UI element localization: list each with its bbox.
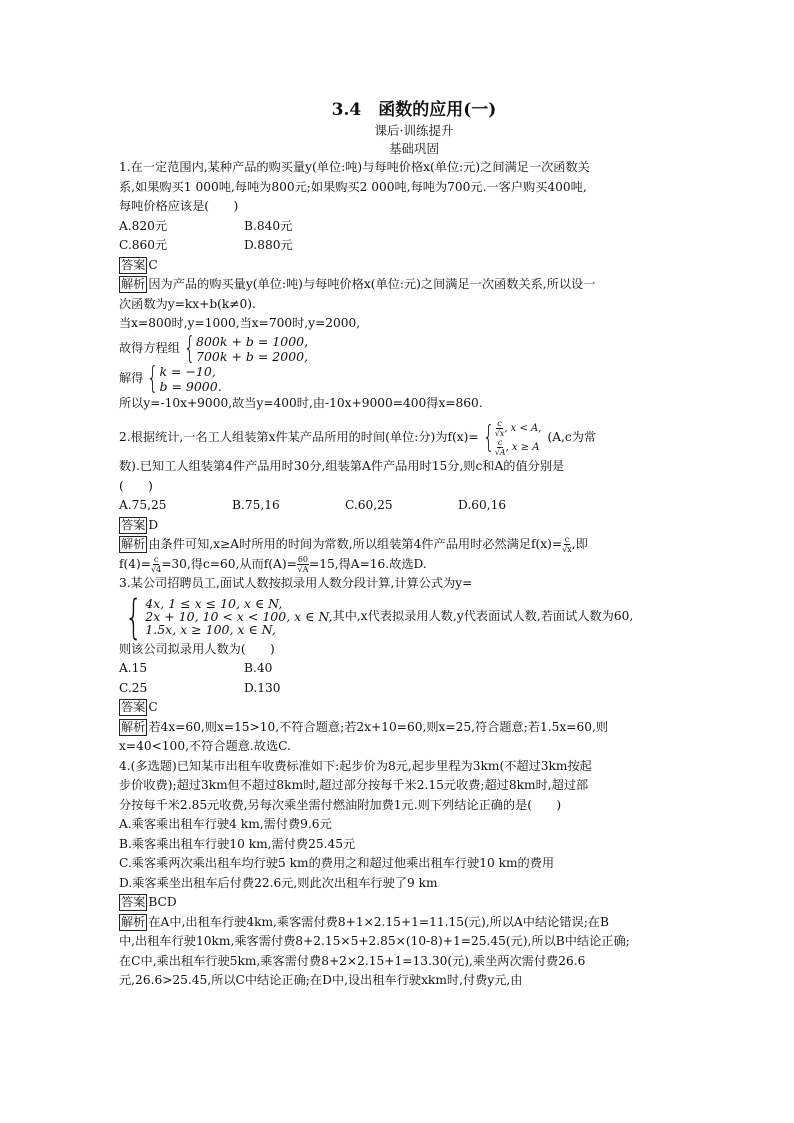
section-title: 基础巩固	[388, 141, 439, 156]
q1-option-c: C.860元	[119, 238, 168, 252]
q1-analysis-line: 次函数为y=kx+b(k≠0).	[119, 296, 256, 311]
analysis-label: 解析	[121, 537, 146, 551]
question-4: 4.(多选题)已知某市出租车收费标准如下:起步价为8元,起步里程为3km(不超过3km按起 步价收费);超过3km但不超过8km时,超过部分按每千米2.15元收费;超过8km时,超过部 分按每千米2.85元收费,另每次乘坐需付燃油附加费1元.则下列结论正确的是( ) A.乘客乘出租车行驶4 km,需付费9.6元 B.乘客乘出租车行驶10 km,需付费25.45元 C.乘客乘两次乘出租车均行驶5 km的费用之和超过他乘出租车行驶10 km的费用 D.乘客乘坐出租车后付费22.6元,则此次出租车行驶了9 km 答案 BCD 解析 在A中,出租车行驶4km,乘客需付费8+1×2.15+1=11.15(元),所以A中结论错误;在B 中,出租车行驶10km,乘客需付费8+2.15×5+2.85×(10-8)+1=25.45(元),所以B中结论正确; 在C中,乘出租车行驶5km,乘客需付费8+2×2.15+1=13.30(元),乘坐两次需付费26.6 元,26.6>25.45,所以C中结论正确;在D中,设出租车行驶xkm时,付费y元,由	[119, 757, 679, 991]
question-1	[119, 158, 679, 413]
answer-label: 答案	[121, 257, 146, 272]
q1-stem-line: 每吨价格应该是( )	[119, 199, 239, 213]
q2-analysis-line: f(4)= $\frac{c}{√4}$ =30,得c=60,从而f(A)= $\frac{60}{√A}$ =15,得A=16.故选D.	[119, 554, 427, 574]
q1-stem-line: 系,如果购买1 000吨,每吨为800元;如果购买2 000吨,每吨为700元.一客户购买400吨,	[119, 179, 587, 194]
q1-analysis-line: 因为产品的购买量y(单位:吨)与每吨价格x(单位:元)之间满足一次函数关系,所以设一	[148, 277, 596, 291]
q2-option-b: B.75,16	[232, 498, 280, 512]
q4-stem-line: 分按每千米2.85元收费,另每次乘坐需付燃油附加费1元.则下列结论正确的是( )	[119, 797, 562, 812]
answer-label: 答案	[121, 895, 146, 909]
q3-stem-line: 3.某公司招聘员工,面试人数按拟录用人数分段计算,计算公式为y=	[119, 576, 473, 590]
q3-piecewise: { 4x, 1 ≤ x ≤ 10, x ∈ N, 2x + 10, 10 < x < 100, x ∈ N, 1.5x, x ≥ 100, x ∈ N, 其中,x代表拟录用人数,y代表面试人数,若面试人数为60,	[124, 589, 634, 644]
answer-label: 答案	[121, 700, 146, 714]
q2-stem-line: 数).已知工人组装第4件产品用时30分,组装第A件产品用时15分,则c和A的值分别是	[119, 459, 565, 473]
q3-option-a: A.15	[119, 661, 148, 675]
q3-option-c: C.25	[119, 680, 148, 695]
q1-answer: C	[148, 257, 158, 272]
q2-stem-line: ( )	[119, 478, 153, 493]
q1-option-b: B.840元	[244, 218, 293, 233]
q1-solution-system: 解得 { k = −10, b = 9000.	[119, 360, 222, 396]
q3-option-b: B.40	[244, 661, 273, 675]
q2-answer: D	[148, 517, 159, 532]
q4-stem-line: 4.(多选题)已知某市出租车收费标准如下:起步价为8元,起步里程为3km(不超过3km按起	[119, 758, 592, 773]
q3-stem-line: 则该公司拟录用人数为( )	[119, 641, 275, 656]
document-content	[119, 98, 679, 991]
analysis-label: 解析	[121, 719, 146, 734]
answer-label: 答案	[121, 517, 146, 532]
question-3: 3.某公司招聘员工,面试人数按拟录用人数分段计算,计算公式为y= { 4x, 1 ≤ x ≤ 10, x ∈ N, 2x + 10, 10 < x < 100, x ∈ N, 1.5x, x ≥ 100, x ∈ N, 其中,x代表拟录用人数,y代表面试人数,若面试人数为60, 则该公司拟录用人数为( ) A.15 B.40 C.25 D.130 答案 C 解析 若4x=60,则x=15>10,不符合题意;若2x+10=60,则x=25,符合题意;若1.5x=60,则 x=40<100,不符合题意.故选C.	[119, 574, 679, 757]
q1-analysis-line: 当x=800时,y=1000,当x=700时,y=2000,	[119, 316, 361, 330]
q2-stem-line: 2.根据统计,一名工人组装第x件某产品所用的时间(单位:分)为f(x)= { $\frac{c}{√x}$ , x < A, $\frac{c}{√A}$ , x ≥ A (A,c为常	[119, 419, 597, 457]
question-2: 2.根据统计,一名工人组装第x件某产品所用的时间(单位:分)为f(x)= { $\frac{c}{√x}$ , x < A, $\frac{c}{√A}$ , x ≥ A (A,c为常 数).已知工人组装第4件产品用时30分,组装第A件产品用时15分,则c和A的值分别是 ( ) A.75,25 B.75,16 C.60,25 D.60,16 答案 D 解析 由条件可知,x≥A时所用的时间为常数,所以组装第4件产品用时必然满足f(x)= $\frac{c}{√x}$ ,即 f(4)= $\frac{c}{√4}$ =30,得c=60,从而f(A)= $\frac{60}{√A}$ =15,得A=16.故选D.	[119, 419, 679, 574]
q4-analysis-line: 在C中,乘出租车行驶5km,乘客需付费8+2×2.15+1=13.30(元),乘坐两次需付费26.6	[119, 953, 586, 968]
q2-option-d: D.60,16	[458, 498, 507, 512]
q2-option-a: A.75,25	[119, 498, 167, 512]
q1-stem-line: 1.在一定范围内,某种产品的购买量y(单位:吨)与每吨价格x(单位:元)之间满足一次函数关	[119, 160, 590, 174]
q1-equation-system: 故得方程组 { 800k + b = 1000, 700k + b = 2000,	[119, 330, 309, 366]
q1-option-a: A.820元	[119, 218, 168, 233]
q1-option-d: D.880元	[244, 238, 293, 252]
q4-analysis-line: 中,出租车行驶10km,乘客需付费8+2.15×5+2.85×(10-8)+1=25.45(元),所以B中结论正确;	[119, 934, 630, 948]
analysis-label: 解析	[121, 914, 146, 929]
q4-option-d: D.乘客乘坐出租车后付费22.6元,则此次出租车行驶了9 km	[119, 875, 438, 890]
q4-analysis-line: 元,26.6>25.45,所以C中结论正确;在D中,设出租车行驶xkm时,付费y元,由	[119, 973, 523, 987]
q1-analysis-final: 所以y=-10x+9000,故当y=400时,由-10x+9000=400得x=860.	[119, 395, 483, 410]
q3-option-d: D.130	[244, 680, 281, 695]
q2-option-c: C.60,25	[345, 498, 393, 512]
q4-option-b: B.乘客乘出租车行驶10 km,需付费25.45元	[119, 836, 356, 851]
page-subtitle: 课后·训练提升	[374, 123, 454, 138]
analysis-label: 解析	[121, 277, 146, 291]
q4-stem-line: 步价收费);超过3km但不超过8km时,超过部分按每千米2.15元收费;超过8km时,超过部	[119, 778, 589, 792]
q4-option-a: A.乘客乘出租车行驶4 km,需付费9.6元	[119, 817, 332, 831]
q3-analysis-line: x=40<100,不符合题意.故选C.	[119, 739, 291, 753]
q4-option-c: C.乘客乘两次乘出租车均行驶5 km的费用之和超过他乘出租车行驶10 km的费用	[119, 856, 555, 870]
q3-answer: C	[148, 700, 158, 714]
page-title: 3.4 函数的应用(一)	[331, 100, 497, 120]
q4-answer: BCD	[148, 895, 177, 909]
